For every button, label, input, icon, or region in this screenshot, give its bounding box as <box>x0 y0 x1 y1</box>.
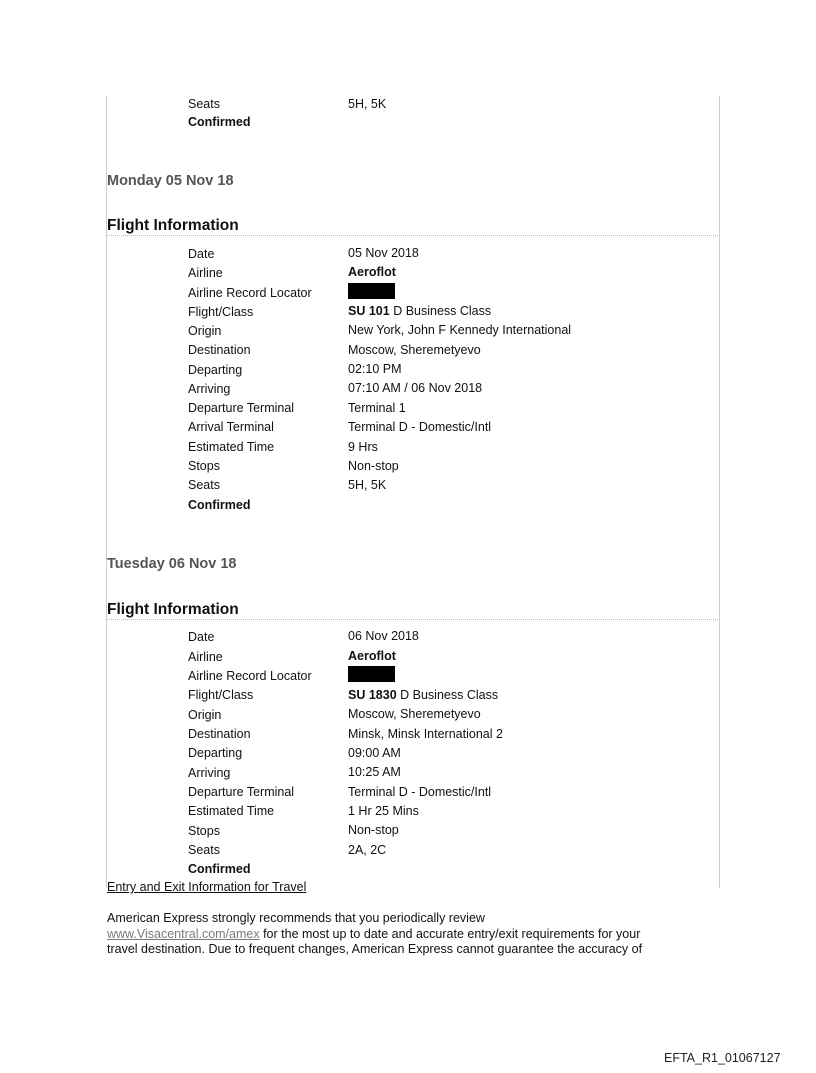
section-divider-2 <box>106 619 718 620</box>
date-label-1: Date <box>188 247 215 261</box>
flight-value-1 <box>348 304 491 319</box>
flight-class-1: D Business Class <box>393 304 492 318</box>
origin-value-2: Moscow, Sheremetyevo <box>348 707 481 721</box>
flight-number-1: SU 101 <box>348 304 390 318</box>
destination-value-2: Minsk, Minsk International 2 <box>348 727 503 741</box>
visacentral-link[interactable]: www.Visacentral.com/amex <box>107 926 260 941</box>
date-value-1: 05 Nov 2018 <box>348 246 419 260</box>
airline-value-1: Aeroflot <box>348 265 396 279</box>
entry-exit-heading: Entry and Exit Information for Travel <box>107 880 307 894</box>
arriving-label-2: Arriving <box>188 766 231 780</box>
origin-value-1: New York, John F Kennedy International <box>348 323 572 337</box>
entry-exit-line-2-rest: for the most up to date and accurate entry/exit requirements for your <box>259 926 641 941</box>
arr-terminal-value-1: Terminal D - Domestic/Intl <box>348 420 492 434</box>
destination-label-1: Destination <box>188 343 251 357</box>
stops-value-1: Non-stop <box>348 459 399 473</box>
day-heading-1: Monday 05 Nov 18 <box>107 173 234 189</box>
date-value-2: 06 Nov 2018 <box>348 629 419 643</box>
locator-redacted-2 <box>348 666 395 682</box>
redaction-block <box>348 666 395 682</box>
est-time-value-1: 9 Hrs <box>348 440 378 454</box>
section-divider-1 <box>106 235 718 236</box>
departing-label-1: Departing <box>188 363 243 377</box>
entry-exit-line-2 <box>107 927 719 943</box>
stops-label-2: Stops <box>188 824 220 838</box>
flight-label-1: Flight/Class <box>188 305 254 319</box>
section-title-1: Flight Information <box>107 217 239 234</box>
seats-label-2: Seats <box>188 843 220 857</box>
est-time-label-2: Estimated Time <box>188 804 275 818</box>
airline-value-2: Aeroflot <box>348 649 396 663</box>
airline-label-1: Airline <box>188 266 223 280</box>
dep-terminal-value-1: Terminal 1 <box>348 401 406 415</box>
top-seats-value: 5H, 5K <box>348 97 387 111</box>
top-seats-label: Seats <box>188 97 220 111</box>
redaction-block <box>348 283 395 299</box>
est-time-value-2: 1 Hr 25 Mins <box>348 804 419 818</box>
status-2: Confirmed <box>188 862 251 876</box>
est-time-label-1: Estimated Time <box>188 440 275 454</box>
seats-value-1: 5H, 5K <box>348 478 387 492</box>
locator-label-1: Airline Record Locator <box>188 286 312 300</box>
destination-value-1: Moscow, Sheremetyevo <box>348 343 481 357</box>
section-title-2: Flight Information <box>107 601 239 618</box>
origin-label-2: Origin <box>188 708 222 722</box>
flight-number-2: SU 1830 <box>348 688 397 702</box>
origin-label-1: Origin <box>188 324 222 338</box>
dep-terminal-label-2: Departure Terminal <box>188 785 295 799</box>
entry-exit-paragraph <box>107 911 719 958</box>
departing-label-2: Departing <box>188 746 243 760</box>
locator-redacted-1 <box>348 283 395 299</box>
seats-value-2: 2A, 2C <box>348 843 387 857</box>
destination-label-2: Destination <box>188 727 251 741</box>
flight-value-2 <box>348 688 498 703</box>
departing-value-2: 09:00 AM <box>348 746 401 760</box>
seats-label-1: Seats <box>188 478 220 492</box>
dep-terminal-value-2: Terminal D - Domestic/Intl <box>348 785 492 799</box>
arriving-value-1: 07:10 AM / 06 Nov 2018 <box>348 381 483 395</box>
top-status: Confirmed <box>188 115 251 129</box>
stops-label-1: Stops <box>188 459 220 473</box>
date-label-2: Date <box>188 630 215 644</box>
entry-exit-line-3: travel destination. Due to frequent changes, American Express cannot guarantee the accuracy of <box>107 942 643 956</box>
entry-exit-line-1: American Express strongly recommends that you periodically review <box>107 911 485 925</box>
departing-value-1: 02:10 PM <box>348 362 402 376</box>
arriving-label-1: Arriving <box>188 382 231 396</box>
arriving-value-2: 10:25 AM <box>348 765 401 779</box>
locator-label-2: Airline Record Locator <box>188 669 312 683</box>
stops-value-2: Non-stop <box>348 823 399 837</box>
status-1: Confirmed <box>188 498 251 512</box>
dep-terminal-label-1: Departure Terminal <box>188 401 295 415</box>
airline-label-2: Airline <box>188 650 223 664</box>
day-heading-2: Tuesday 06 Nov 18 <box>107 556 237 572</box>
flight-label-2: Flight/Class <box>188 688 254 702</box>
document-id-footer: EFTA_R1_01067127 <box>664 1051 781 1065</box>
flight-class-2: D Business Class <box>400 688 499 702</box>
arr-terminal-label-1: Arrival Terminal <box>188 420 274 434</box>
